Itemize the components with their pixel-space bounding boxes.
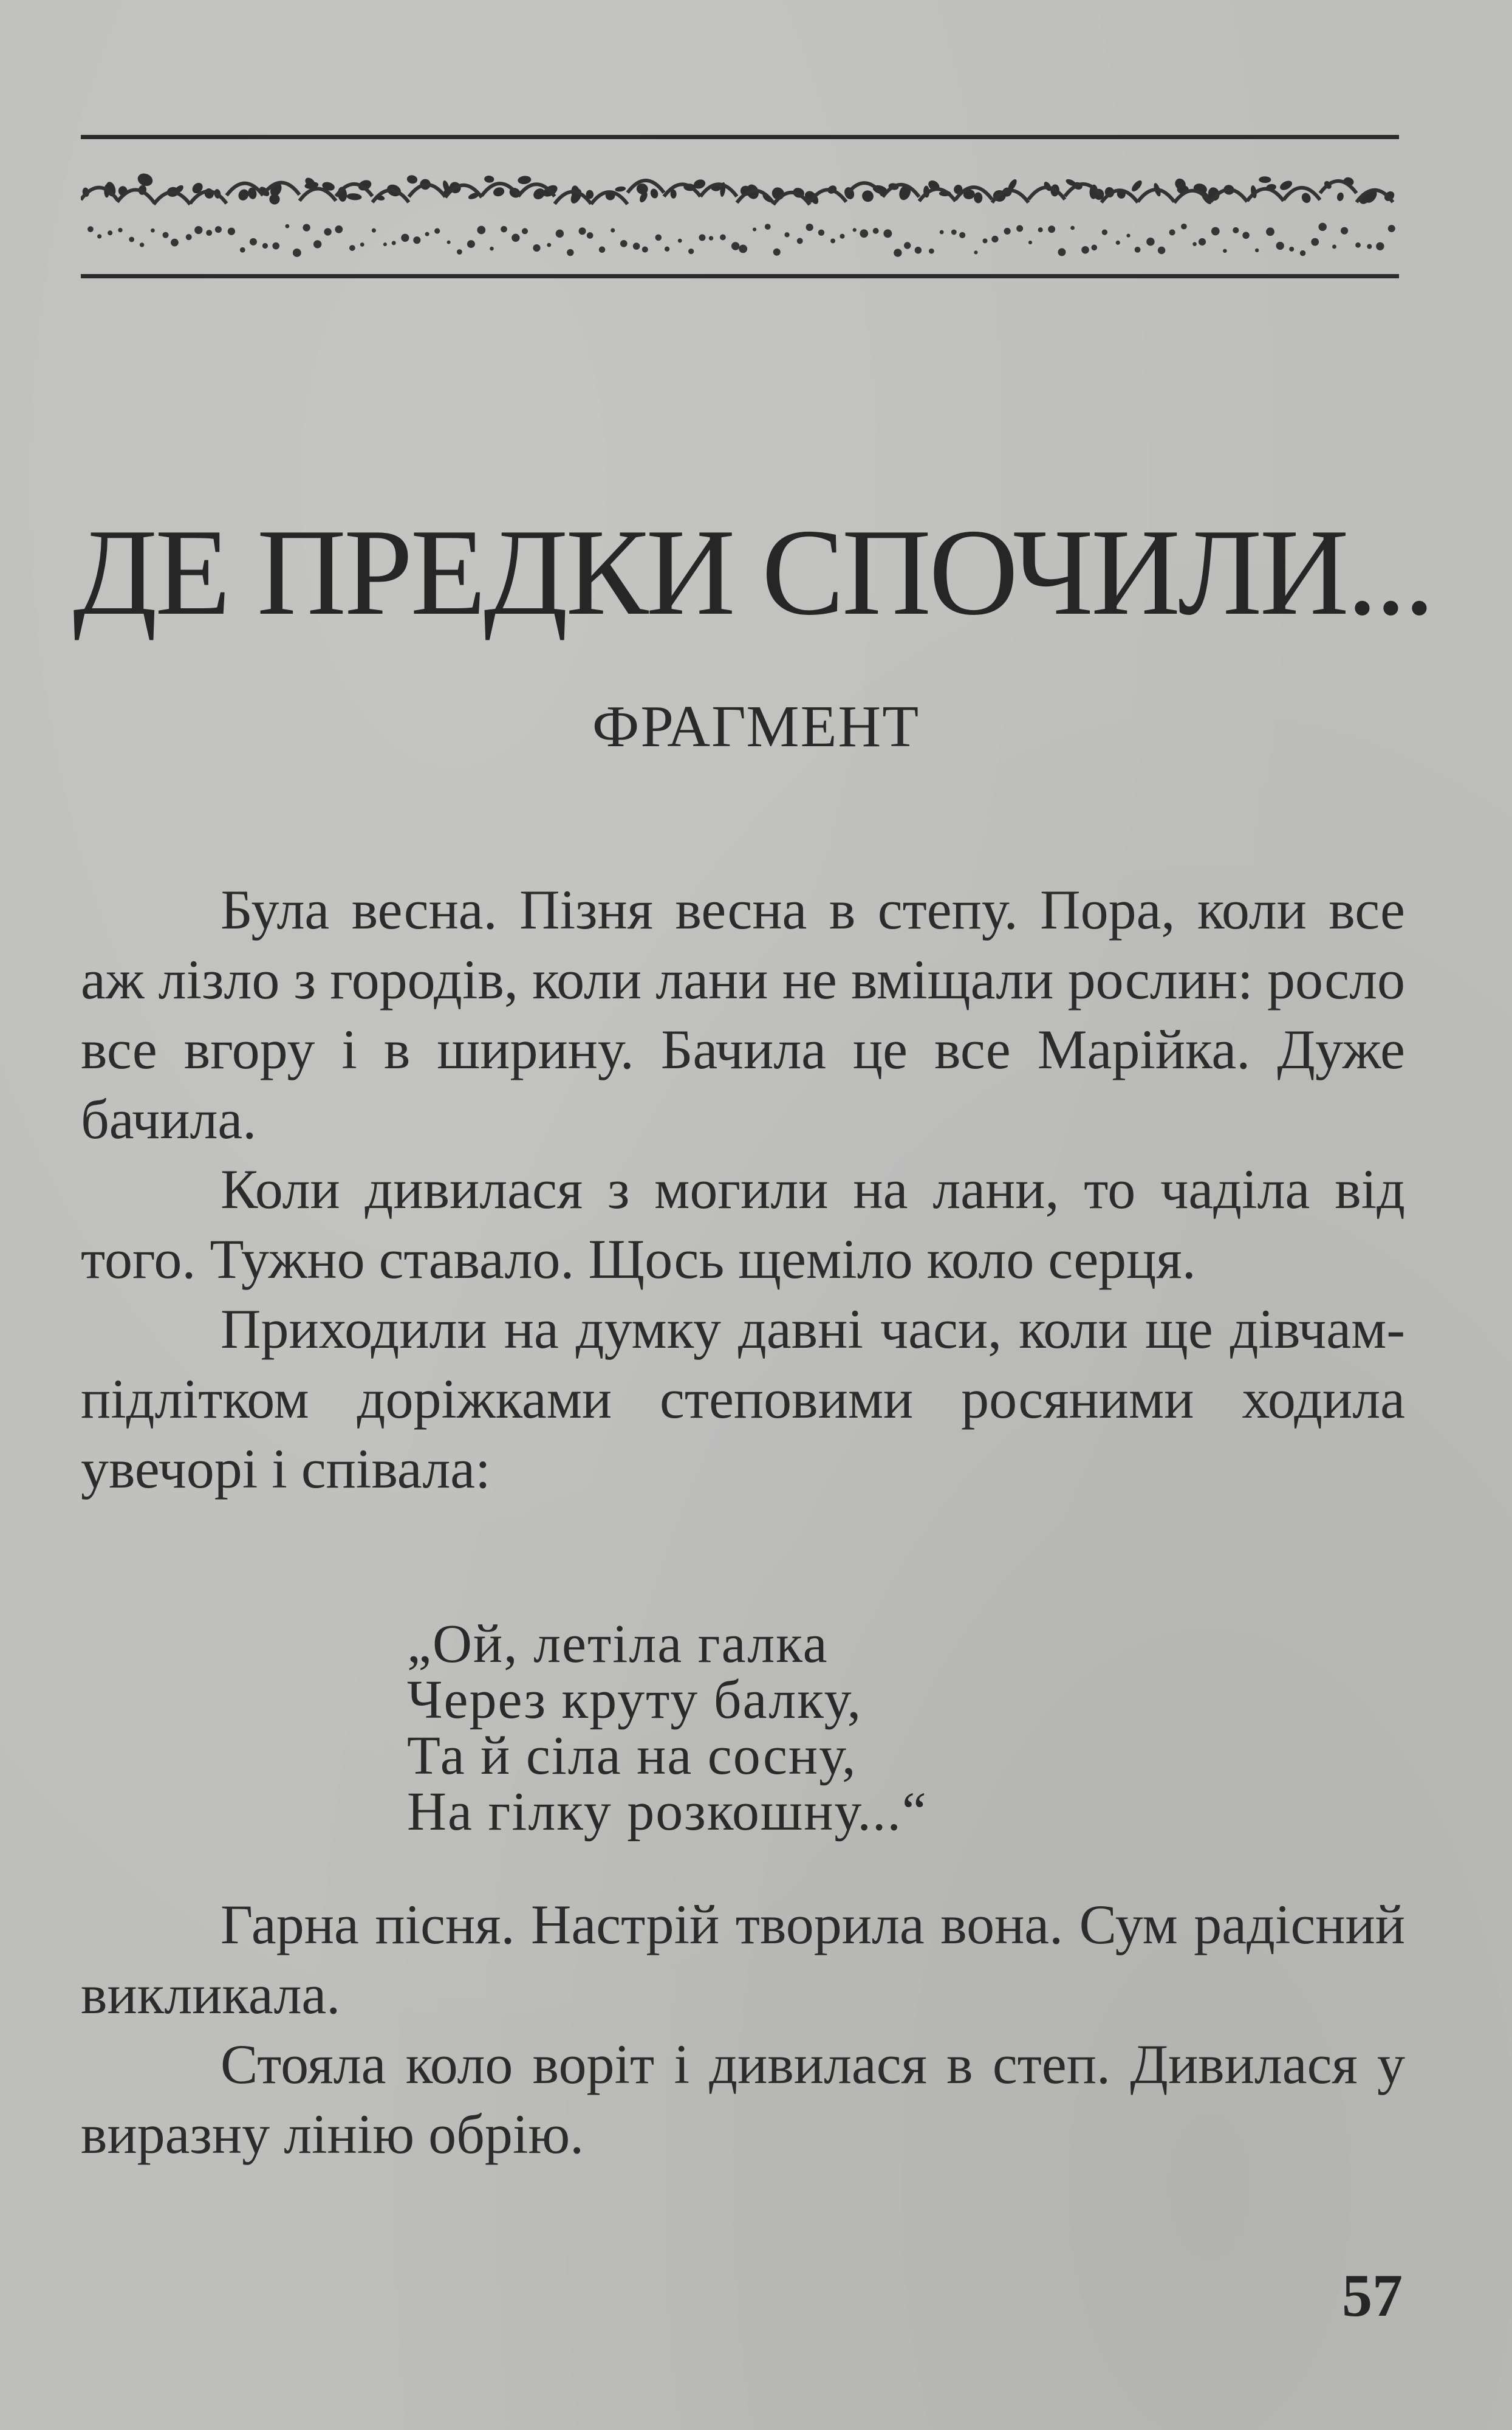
- verse-line: На гілку розкошну...“: [407, 1782, 928, 1842]
- paragraph: Коли дивилася з могили на лани, то чаділа від того. Тужно ставало. Щось щеміло коло серця.: [81, 1158, 1405, 1290]
- page-title: ДЕ ПРЕДКИ СПОЧИЛИ...: [73, 504, 1432, 641]
- paragraph: Гарна пісня. Настрій творила вона. Сум радісний викликала.: [81, 1893, 1405, 2025]
- paragraph: Приходили на думку давні часи, коли ще дівчам-підлітком доріжками степовими росяними ходила увечорі і співала:: [81, 1298, 1405, 1500]
- text-block-2: [81, 1890, 1405, 2169]
- verse-line: Та й сіла на сосну,: [407, 1726, 857, 1786]
- ornamental-border: [81, 135, 1399, 278]
- paragraph: Була весна. Пізня весна в степу. Пора, коли все аж лізло з городів, коли лани не вміщали рослин: росло все вгору і в ширину. Бачила це все Марійка. Дуже бачила.: [81, 879, 1405, 1150]
- page-number: 57: [1342, 2262, 1403, 2329]
- verse-quote: [407, 1616, 928, 1840]
- paragraph: Стояла коло воріт і дивилася в степ. Дивилася у виразну лінію обрію.: [81, 2033, 1405, 2165]
- verse-line: „Ой, летіла галка: [407, 1614, 829, 1674]
- verse-line: Через круту балку,: [407, 1670, 863, 1730]
- text-block-1: [81, 875, 1405, 1504]
- page-subtitle: ФРАГМЕНТ: [592, 694, 920, 760]
